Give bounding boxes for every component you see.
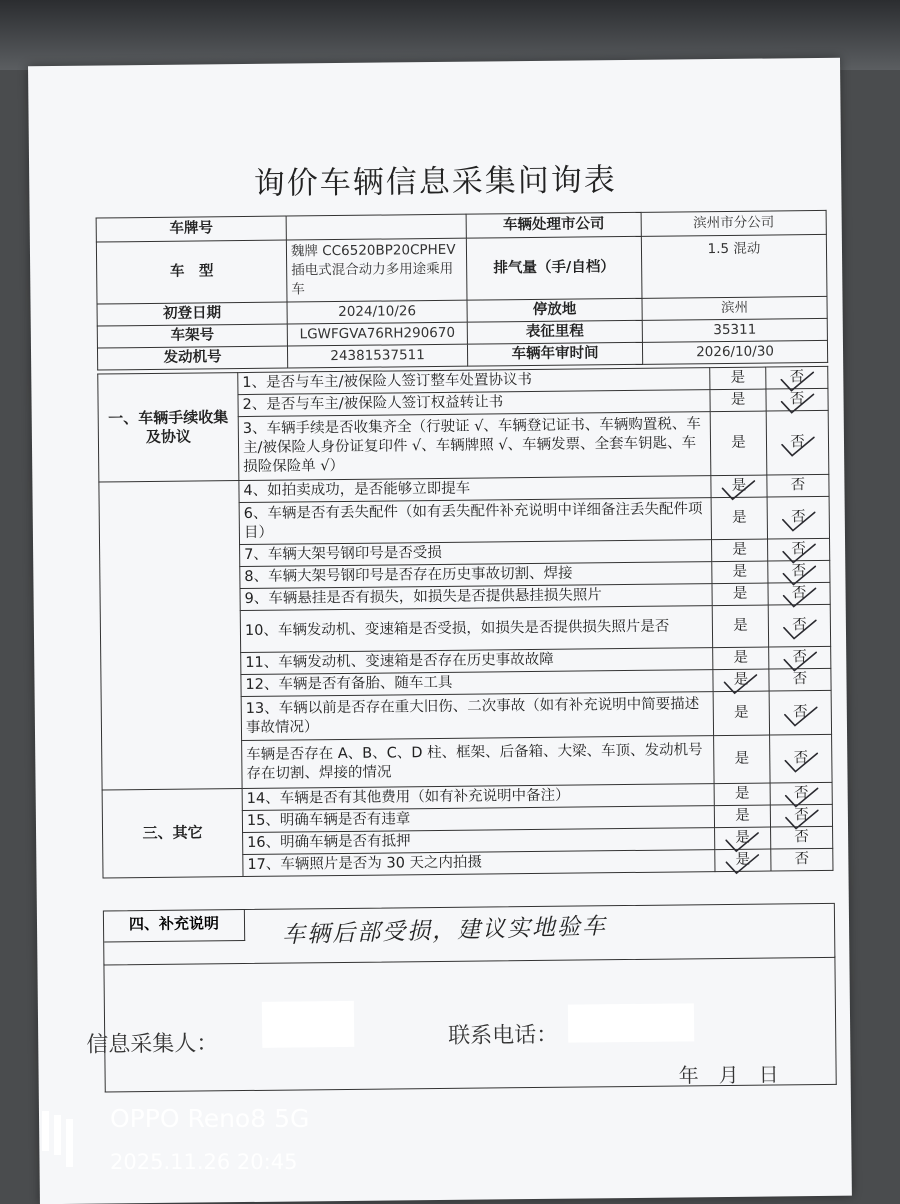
no-cell: 否	[769, 646, 831, 669]
phone-redaction	[568, 1003, 694, 1042]
question-9: 9、车辆悬挂是否有损失，如损失是否提供悬挂损失照片	[240, 584, 712, 611]
no-cell: 否	[771, 848, 833, 871]
question-7: 7、车辆大架号钢印号是否受损	[240, 540, 712, 567]
vin-label: 车架号	[97, 324, 287, 348]
question-2: 2、是否与车主/被保险人签订权益转让书	[238, 390, 710, 417]
section1-label: 一、车辆手续收集及协议	[98, 373, 239, 482]
form-title: 询价车辆信息采集问询表	[253, 162, 617, 202]
collector-label: 信息采集人：	[86, 1031, 219, 1058]
oppo-logo-icon	[40, 1109, 78, 1171]
no-cell: 否	[768, 560, 830, 583]
section3-label: 三、其它	[102, 789, 243, 878]
yes-cell: 是	[713, 669, 769, 692]
yes-cell: 是	[714, 783, 770, 806]
yes-cell: 是	[710, 389, 766, 412]
no-cell: 否	[770, 782, 832, 805]
question-4: 4、如拍卖成功，是否能够立即提车	[239, 476, 711, 503]
reg-date-label: 初登日期	[97, 302, 287, 326]
mileage-label: 表征里程	[467, 320, 642, 344]
yes-cell: 是	[713, 691, 769, 736]
no-cell: 否	[771, 826, 833, 849]
question-8: 8、车辆大架号钢印号是否存在历史事故切割、焊接	[240, 562, 712, 589]
company-value: 滨州市分公司	[641, 210, 826, 236]
section2-label	[99, 481, 242, 790]
yes-cell: 是	[714, 735, 770, 784]
question-16: 16、明确车辆是否有抵押	[243, 828, 715, 855]
question-12: 12、车辆是否有备胎、随车工具	[241, 670, 713, 697]
form-paper	[28, 58, 852, 1204]
plate-value	[286, 214, 466, 240]
question-17: 17、车辆照片是否为 30 天之内拍摄	[243, 850, 715, 877]
plate-label: 车牌号	[96, 216, 286, 242]
engine-label: 发动机号	[97, 346, 287, 370]
displacement-value: 1.5 混动	[641, 234, 827, 298]
no-cell: 否	[767, 474, 829, 497]
question-14: 14、车辆是否有其他费用（如有补充说明中备注）	[242, 784, 714, 811]
yes-cell: 是	[711, 475, 767, 498]
question-6: 6、车辆是否有丢失配件（如有丢失配件补充说明中详细备注丢失配件项目）	[239, 498, 711, 545]
mileage-value: 35311	[642, 318, 827, 342]
question-pillars: 车辆是否存在 A、B、C、D 柱、框架、后备箱、大梁、车顶、发动机号存在切割、焊接的情况	[242, 736, 714, 789]
yes-cell: 是	[712, 539, 768, 562]
vehicle-info-table	[96, 210, 829, 371]
model-label: 车 型	[96, 240, 287, 304]
no-cell: 否	[770, 734, 832, 783]
date-label: 年 月 日	[678, 1062, 779, 1088]
question-15: 15、明确车辆是否有违章	[242, 806, 714, 833]
supplement-label: 四、补充说明	[104, 910, 245, 942]
yes-cell: 是	[714, 805, 770, 828]
inspection-label: 车辆年审时间	[467, 342, 642, 366]
yes-cell: 是	[711, 497, 767, 540]
model-value: 魏牌 CC6520BP20CPHEV 插电式混合动力多用途乘用车	[286, 238, 467, 302]
question-3: 3、车辆手续是否收集齐全（行驶证 √、车辆登记证书、车辆购置税、车主/被保险人身份证复印件 √、车辆牌照 √、车辆发票、全套车钥匙、车损险保险单 √）	[238, 412, 711, 481]
photo-timestamp: 2025.11.26 20:45	[110, 1150, 298, 1174]
yes-cell: 是	[715, 827, 771, 850]
parking-label: 停放地	[467, 298, 642, 322]
phone-label: 联系电话：	[448, 1022, 559, 1049]
vin-value: LGWFGVA76RH290670	[287, 322, 467, 346]
inspection-value: 2026/10/30	[642, 340, 827, 364]
engine-value: 24381537511	[287, 344, 467, 368]
no-cell: 否	[769, 668, 831, 691]
parking-value: 滨州	[642, 296, 827, 320]
yes-cell: 是	[715, 849, 771, 872]
question-11: 11、车辆发动机、变速箱是否存在历史事故故障	[241, 648, 713, 675]
no-cell: 否	[769, 690, 831, 735]
checklist-table	[97, 366, 833, 879]
no-cell: 否	[768, 604, 830, 647]
no-cell: 否	[766, 388, 828, 411]
yes-cell: 是	[712, 583, 768, 606]
question-1: 1、是否与车主/被保险人签订整车处置协议书	[238, 368, 710, 395]
no-cell: 否	[766, 410, 829, 475]
reg-date-value: 2024/10/26	[287, 300, 467, 324]
no-cell: 否	[770, 804, 832, 827]
device-name: OPPO Reno8 5G	[110, 1104, 310, 1133]
yes-cell: 是	[712, 605, 768, 648]
no-cell: 否	[766, 366, 828, 389]
supplement-handwriting: 车辆后部受损，建议实地验车	[281, 913, 608, 949]
no-cell: 否	[767, 496, 829, 539]
collector-redaction	[262, 1001, 354, 1048]
company-label: 车辆处理市公司	[466, 212, 641, 238]
no-cell: 否	[768, 582, 830, 605]
question-13: 13、车辆以前是否存在重大旧伤、二次事故（如有补充说明中简要描述事故情况）	[241, 692, 713, 741]
yes-cell: 是	[713, 647, 769, 670]
yes-cell: 是	[710, 411, 767, 476]
displacement-label: 排气量（手/自档）	[466, 236, 642, 300]
question-10: 10、车辆发动机、变速箱是否受损，如损失是否提供损失照片是否	[240, 606, 712, 653]
yes-cell: 是	[710, 367, 766, 390]
yes-cell: 是	[712, 561, 768, 584]
no-cell: 否	[768, 538, 830, 561]
